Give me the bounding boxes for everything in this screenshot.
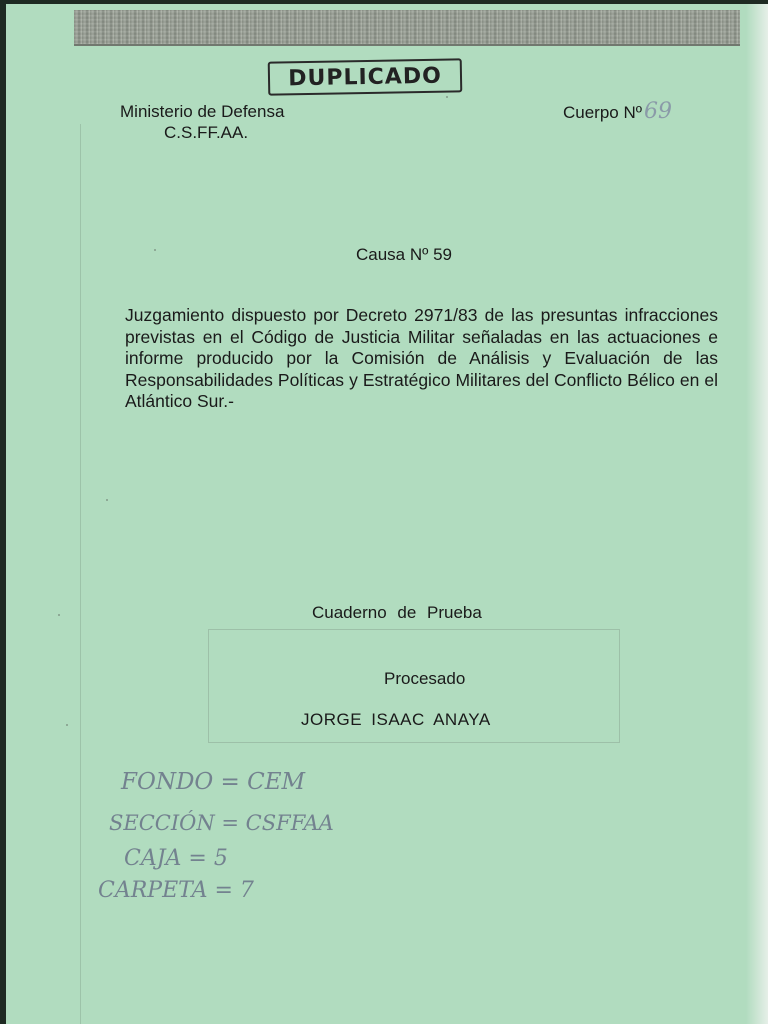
handwritten-seccion: SECCIÓN = CSFFAA (109, 811, 334, 835)
cuerpo-number (563, 99, 672, 124)
paper-speck (66, 724, 68, 726)
torn-tape-strip (74, 10, 740, 46)
organization-header (120, 101, 284, 143)
cuerpo-label: Cuerpo Nº (563, 103, 642, 122)
cuerpo-handwritten-number: 69 (643, 99, 672, 124)
paper-speck (154, 249, 156, 251)
page-edge (746, 4, 768, 1024)
procesado-label: Procesado (384, 669, 466, 688)
procesado-name: JORGE ISAAC ANAYA (301, 710, 491, 729)
paper-speck (446, 96, 448, 98)
handwritten-caja: CAJA = 5 (124, 846, 228, 871)
duplicado-stamp: DUPLICADO (268, 58, 463, 95)
paper-speck (58, 614, 60, 616)
fold-line (80, 124, 81, 1024)
handwritten-fondo: FONDO = CEM (121, 769, 306, 795)
council-name: C.S.FF.AA. (164, 123, 249, 142)
handwritten-carpeta: CARPETA = 7 (98, 878, 254, 903)
cuaderno-title: Cuaderno de Prueba (312, 603, 482, 622)
paper-speck (106, 499, 108, 501)
ministry-name: Ministerio de Defensa (120, 102, 285, 121)
causa-number: Causa Nº 59 (356, 245, 452, 264)
case-description: Juzgamiento dispuesto por Decreto 2971/83 de las presuntas infracciones previstas en el Código de Justicia Militar señaladas en las actuaciones e informe producido por la Comisión de Análisis y Evaluación de las Responsabilidades Políticas y Estratégico Militares del Conflicto Bélico en el Atlántico Sur.- (125, 305, 718, 411)
document-page (6, 4, 768, 1024)
